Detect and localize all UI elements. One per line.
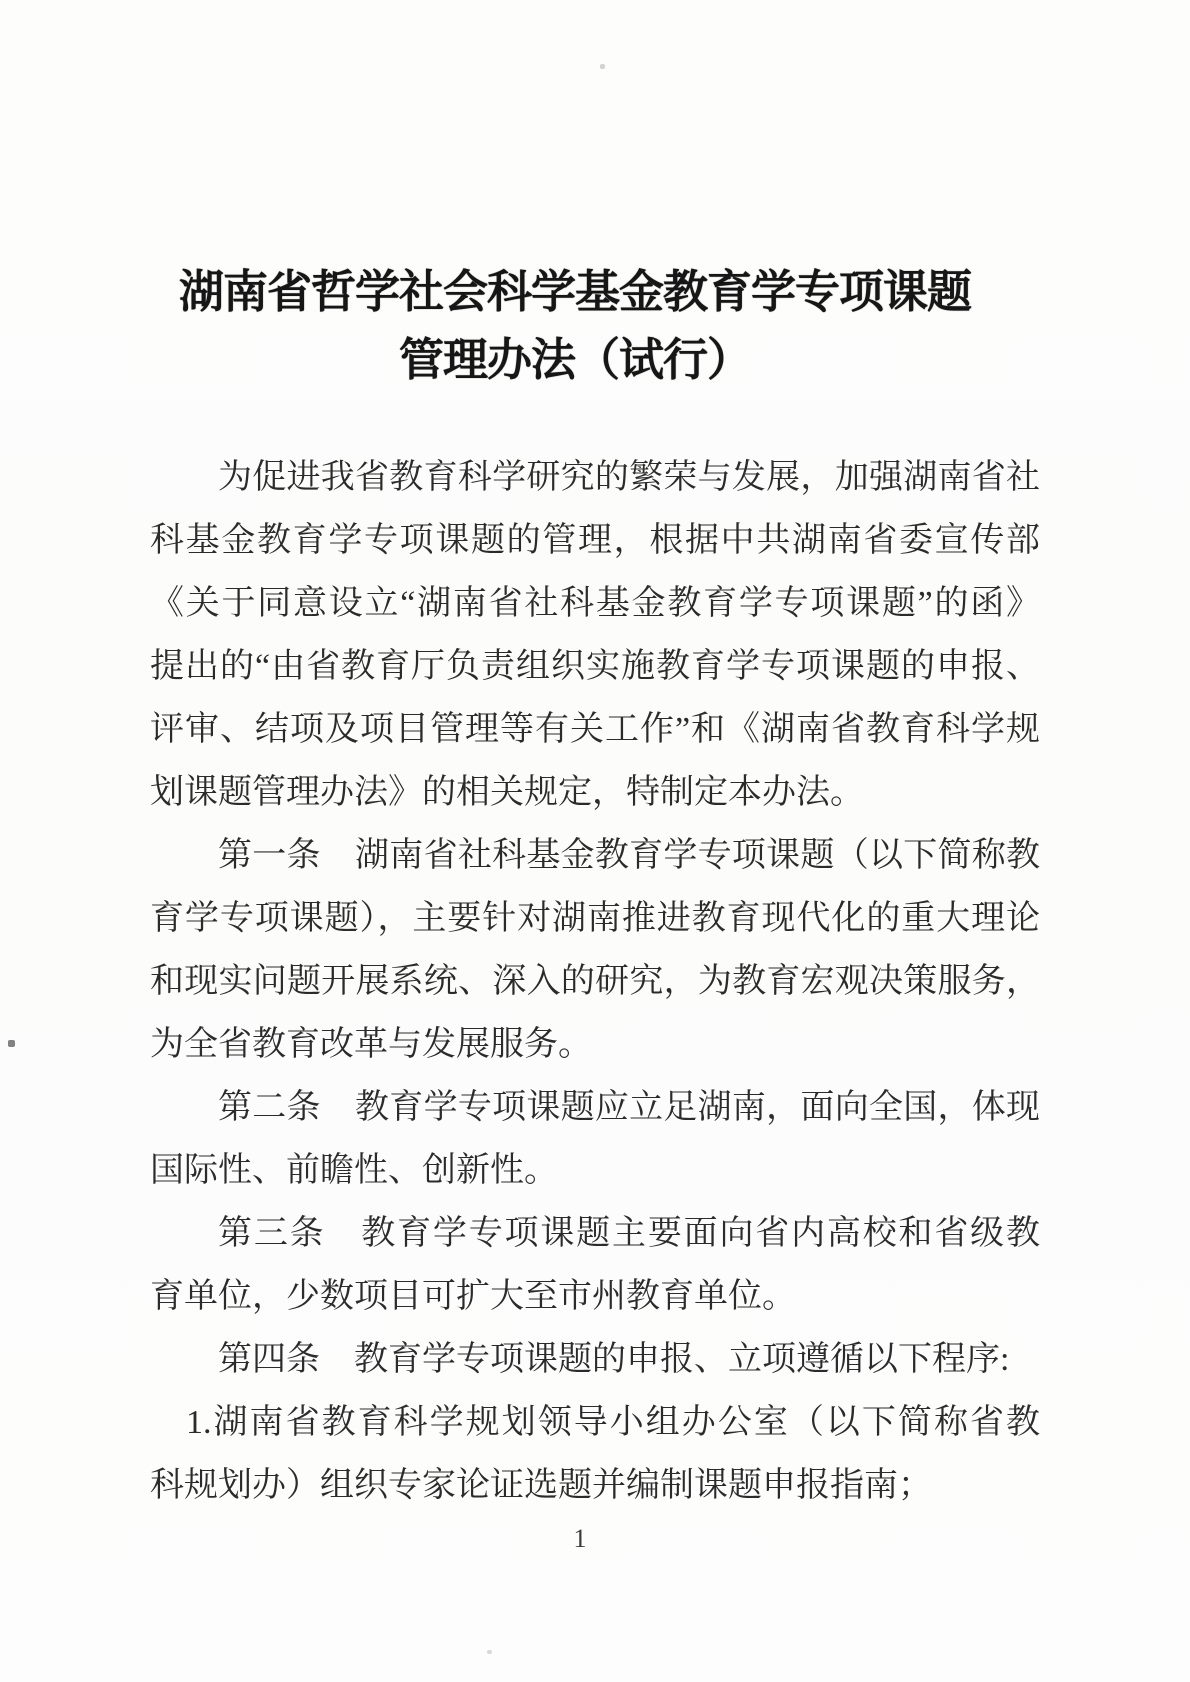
paragraph-article-2 xyxy=(150,1076,1040,1202)
paragraph-article-4 xyxy=(150,1328,1040,1391)
body-line: 第一条 湖南省社科基金教育学专项课题（以下简称教 xyxy=(218,837,1040,874)
body-line: 为全省教育改革与发展服务。 xyxy=(150,1026,592,1063)
scan-speck xyxy=(487,1650,492,1654)
body-line: 育学专项课题），主要针对湖南推进教育现代化的重大理论 xyxy=(150,900,1040,937)
scan-speck xyxy=(8,1040,15,1047)
body-line: 育单位，少数项目可扩大至市州教育单位。 xyxy=(150,1278,796,1315)
body-line: 科基金教育学专项课题的管理，根据中共湖南省委宣传部 xyxy=(150,522,1040,559)
paragraph-article-3 xyxy=(150,1202,1040,1328)
body-line: 和现实问题开展系统、深入的研究，为教育宏观决策服务， xyxy=(150,963,1040,1000)
body-line: 第二条 教育学专项课题应立足湖南，面向全国，体现 xyxy=(218,1089,1040,1126)
document-body xyxy=(150,446,1040,1517)
body-line: 提出的“由省教育厅负责组织实施教育学专项课题的申报、 xyxy=(150,648,1040,685)
body-line: 为促进我省教育科学研究的繁荣与发展，加强湖南省社 xyxy=(218,459,1040,496)
body-line: 1.湖南省教育科学规划领导小组办公室（以下简称省教 xyxy=(186,1404,1040,1441)
scan-speck xyxy=(600,64,605,69)
document-title-line-1: 湖南省哲学社会科学基金教育学专项课题 xyxy=(178,267,971,317)
paragraph-article-1 xyxy=(150,824,1040,1076)
body-line: 科规划办）组织专家论证选题并编制课题申报指南； xyxy=(150,1467,932,1504)
page-number: 1 xyxy=(573,1524,587,1553)
body-line: 《关于同意设立“湖南省社科基金教育学专项课题”的函》 xyxy=(150,585,1040,622)
body-line: 国际性、前瞻性、创新性。 xyxy=(150,1152,558,1189)
document-title-line-2: 管理办法（试行） xyxy=(398,335,751,385)
paragraph-preamble xyxy=(150,446,1040,824)
paragraph-procedure-item-1 xyxy=(150,1391,1040,1517)
document-title xyxy=(130,258,1020,394)
body-line: 第三条 教育学专项课题主要面向省内高校和省级教 xyxy=(218,1215,1040,1252)
body-line: 评审、结项及项目管理等有关工作”和《湖南省教育科学规 xyxy=(150,711,1040,748)
body-line: 划课题管理办法》的相关规定，特制定本办法。 xyxy=(150,774,864,811)
body-line: 第四条 教育学专项课题的申报、立项遵循以下程序: xyxy=(218,1341,1010,1378)
